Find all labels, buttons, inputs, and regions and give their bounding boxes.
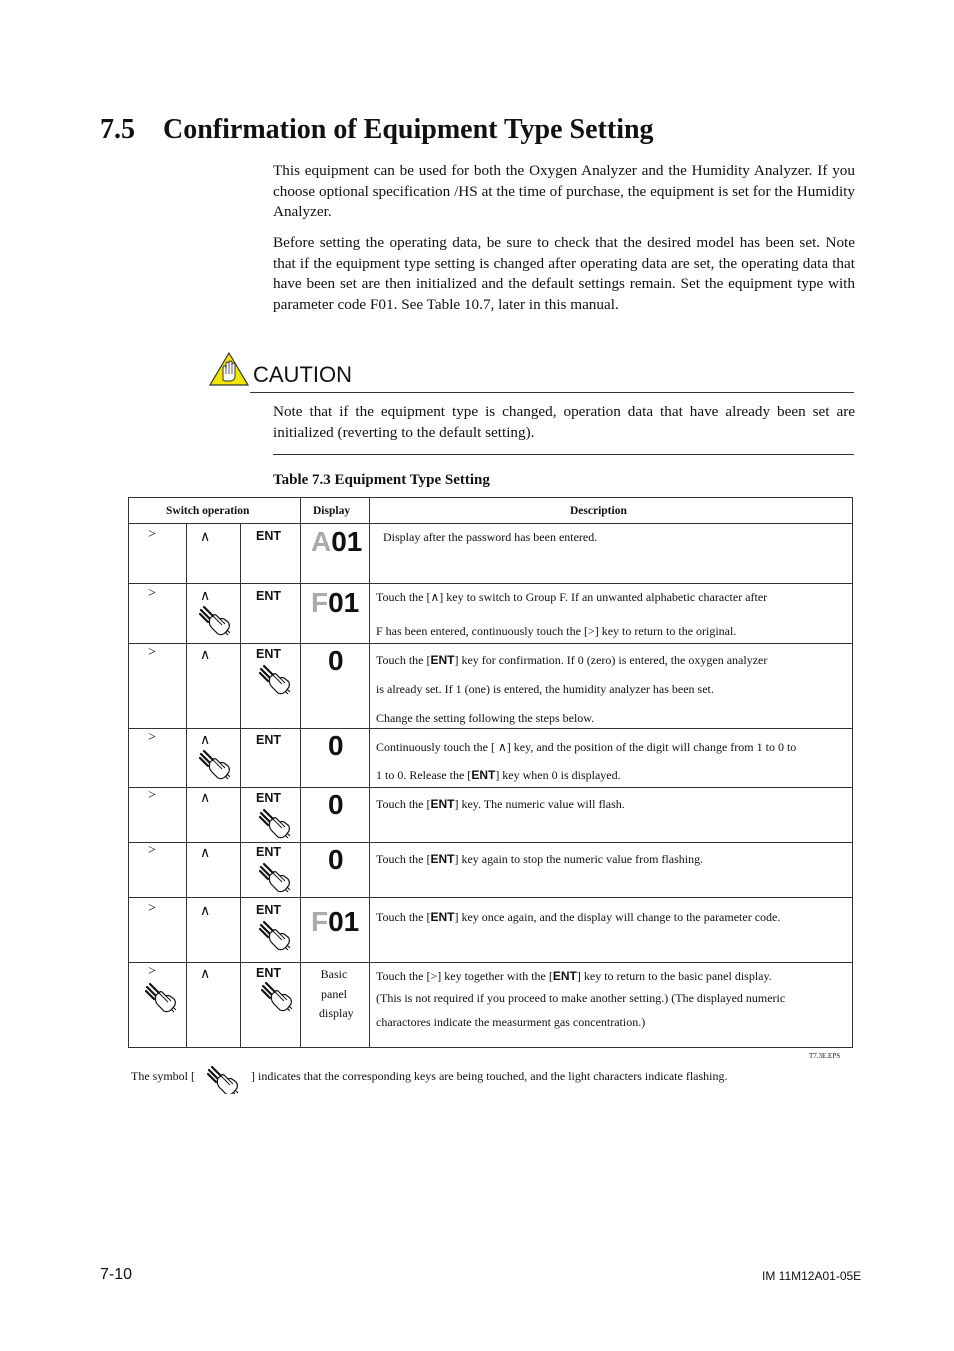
ent-key: ENT bbox=[256, 647, 281, 661]
header-description: Description bbox=[570, 505, 627, 517]
up-key: ∧ bbox=[200, 589, 211, 604]
ent-key: ENT bbox=[256, 903, 281, 917]
ent-key: ENT bbox=[256, 966, 281, 980]
ent-key: ENT bbox=[256, 733, 281, 747]
description-line: is already set. If 1 (one) is entered, the humidity analyzer has been set. bbox=[376, 682, 714, 696]
header-switch-operation: Switch operation bbox=[166, 505, 250, 517]
touch-hand-icon bbox=[258, 861, 292, 895]
description-line: (This is not required if you proceed to make another setting.) (The displayed numeric bbox=[376, 991, 786, 1005]
caution-label: CAUTION bbox=[253, 362, 352, 387]
description-line: Continuously touch the [ ∧] key, and the position of the digit will change from 1 to 0 to bbox=[376, 740, 797, 754]
up-key: ∧ bbox=[200, 791, 211, 806]
table-title: Table 7.3 Equipment Type Setting bbox=[273, 472, 490, 488]
equipment-type-table bbox=[128, 497, 853, 1048]
touch-hand-icon bbox=[258, 663, 292, 697]
description-line: Touch the [ENT] key for confirmation. If 0 (zero) is entered, the oxygen analyzer bbox=[376, 653, 768, 667]
description-line: Touch the [ENT] key again to stop the numeric value from flashing. bbox=[376, 852, 704, 866]
symbol-footnote: The symbol [ ] indicates that the corresponding keys are being touched, and the light characters indicate flashing. bbox=[131, 1064, 728, 1090]
display-value: 0 bbox=[328, 844, 344, 875]
touch-hand-icon bbox=[258, 919, 292, 953]
description: Display after the password has been entered. bbox=[383, 530, 598, 544]
display-value: 0 bbox=[328, 730, 344, 761]
header-display: Display bbox=[313, 505, 351, 517]
section-heading bbox=[100, 114, 654, 146]
display-value: F01 bbox=[311, 587, 360, 618]
up-key: ∧ bbox=[200, 846, 211, 861]
touch-hand-icon bbox=[144, 981, 178, 1015]
ent-key: ENT bbox=[256, 589, 281, 603]
display-value: 0 bbox=[328, 645, 344, 676]
description-line: Touch the [∧] key to switch to Group F. If an unwanted alphabetic character after bbox=[376, 590, 768, 604]
up-key: ∧ bbox=[200, 530, 211, 545]
right-key: > bbox=[148, 730, 156, 745]
display-value: F01 bbox=[311, 906, 360, 937]
up-key: ∧ bbox=[200, 648, 211, 663]
section-title: Confirmation of Equipment Type Setting bbox=[163, 114, 654, 145]
caution-hand-icon bbox=[209, 352, 249, 386]
right-key: > bbox=[148, 586, 156, 601]
display-value: A01 bbox=[311, 526, 363, 557]
touch-hand-icon bbox=[258, 807, 292, 841]
up-key: ∧ bbox=[200, 904, 211, 919]
description-line: 1 to 0. Release the [ENT] key when 0 is displayed. bbox=[376, 768, 621, 782]
ent-key: ENT bbox=[256, 845, 281, 859]
caution-text: Note that if the equipment type is changed, operation data that have already been set are initialized (reverting to the default setting). bbox=[273, 403, 855, 441]
document-id: IM 11M12A01-05E bbox=[762, 1269, 862, 1283]
page-number: 7-10 bbox=[100, 1266, 133, 1283]
display-basic-panel: Basic panel display bbox=[319, 967, 354, 1020]
figure-code: T7.3E.EPS bbox=[809, 1052, 841, 1060]
right-key: > bbox=[148, 645, 156, 660]
up-key: ∧ bbox=[200, 967, 211, 982]
up-key: ∧ bbox=[200, 733, 211, 748]
caution-top-rule bbox=[250, 392, 854, 393]
touch-hand-icon bbox=[206, 1064, 240, 1094]
right-key: > bbox=[148, 843, 156, 858]
intro-paragraph-1: This equipment can be used for both the Oxygen Analyzer and the Humidity Analyzer. If you choose optional specification /HS at the time of purchase, the equipment is set for the Humidity Analyzer. bbox=[273, 162, 855, 220]
intro-paragraph-2: Before setting the operating data, be sure to check that the desired model has been set. Note that if the equipment type setting is changed after operating data are set, the operating data that have been set are then initialized and the default settings remain. Set the equipment type with parameter code F01. See Table 10.7, later in this manual. bbox=[273, 234, 855, 313]
description-line: charactores indicate the measurment gas concentration.) bbox=[376, 1015, 646, 1029]
ent-key: ENT bbox=[256, 791, 281, 805]
description-line: F has been entered, continuously touch the [>] key to return to the original. bbox=[376, 624, 737, 638]
description-line: Touch the [>] key together with the [ENT] key to return to the basic panel display. bbox=[376, 969, 772, 983]
touch-hand-icon bbox=[198, 748, 232, 782]
caution-bottom-rule bbox=[273, 454, 854, 455]
description-line: Touch the [ENT] key once again, and the display will change to the parameter code. bbox=[376, 910, 781, 924]
touch-hand-icon bbox=[260, 980, 294, 1014]
section-number: 7.5 bbox=[100, 114, 135, 145]
ent-key: ENT bbox=[256, 529, 281, 543]
right-key: > bbox=[148, 901, 156, 916]
right-key: > bbox=[148, 527, 156, 542]
description-line: Change the setting following the steps below. bbox=[376, 711, 595, 725]
description-line: Touch the [ENT] key. The numeric value will flash. bbox=[376, 797, 625, 811]
display-value: 0 bbox=[328, 789, 344, 820]
touch-hand-icon bbox=[198, 604, 232, 638]
right-key: > bbox=[148, 788, 156, 803]
right-key: > bbox=[148, 964, 156, 979]
